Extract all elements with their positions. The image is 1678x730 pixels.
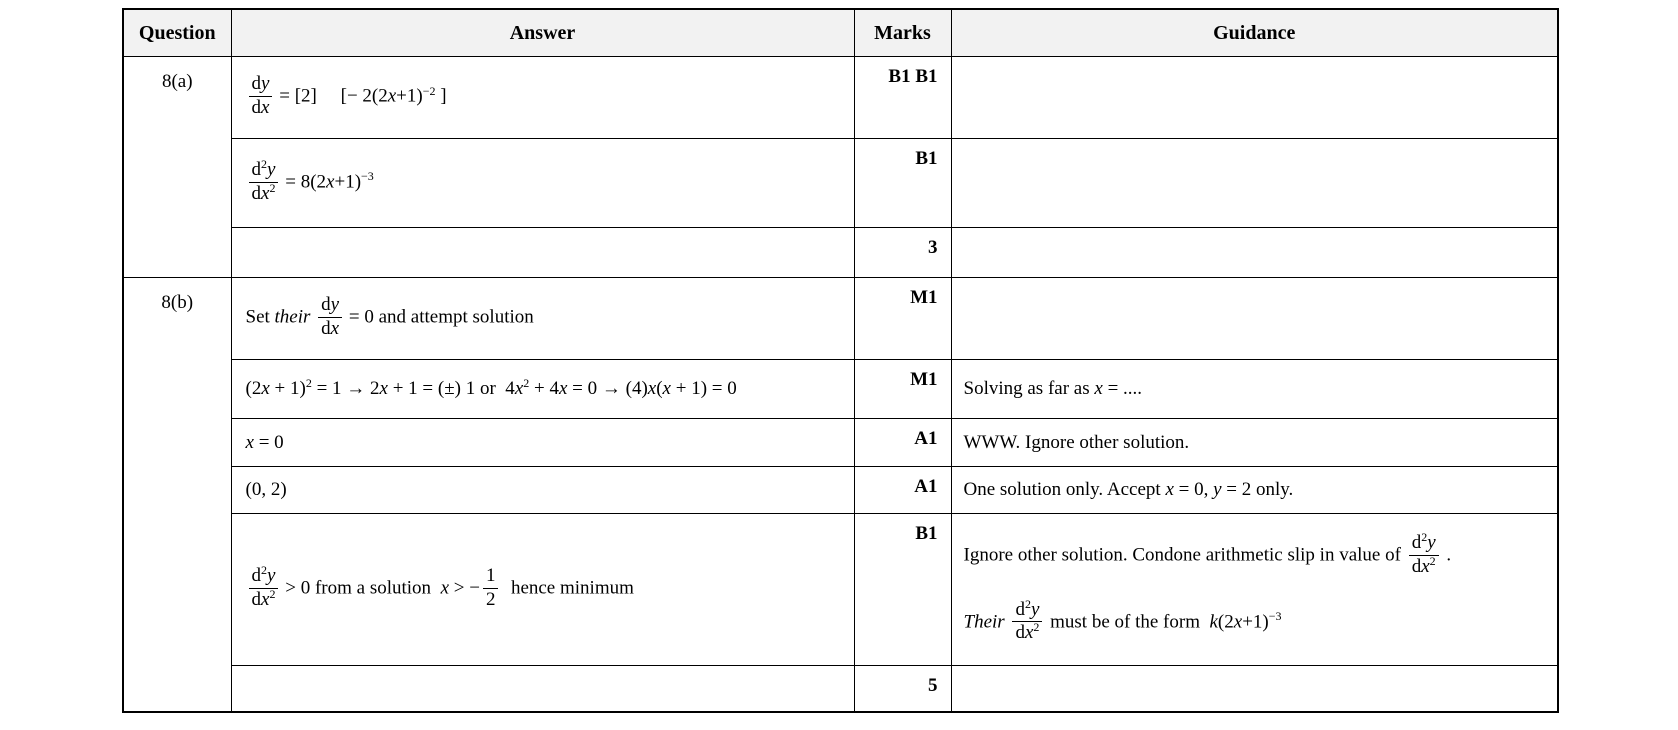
- table-row: [123, 419, 1558, 467]
- answer-cell: $(2x + 1)^2 = 1 \to 2x + 1$ = (±) 1 or $4x^2 + 4x = 0 \to (4)x(x + 1) = 0$: [231, 360, 854, 419]
- guidance-cell: [951, 57, 1558, 139]
- answer-cell: Set their $\frac{dy}{dx}$ = 0 and attempt solution: [231, 278, 854, 360]
- question-cell: 8(b): [123, 278, 231, 712]
- table-row: [123, 139, 1558, 228]
- column-header-marks: Marks: [854, 9, 951, 57]
- answer-cell: $\frac{d^2y}{dx^2}$ = $8(2x+1)^{-3}$: [231, 139, 854, 228]
- column-header-guidance: Guidance: [951, 9, 1558, 57]
- answer-cell: x = 0: [231, 419, 854, 467]
- guidance-line: WWW. Ignore other solution.: [963, 431, 1190, 453]
- answer-cell: $\frac{dy}{dx}$ = [2] [− $2(2x+1)^{-2}$ ]: [231, 57, 854, 139]
- marks-cell: 5: [854, 666, 951, 712]
- fraction: $\frac{d^2y}{dx^2}$: [249, 160, 279, 204]
- marks-cell: M1: [854, 360, 951, 419]
- fraction: $\frac{d^2y}{dx^2}$: [1012, 600, 1042, 644]
- marks-cell: 3: [854, 228, 951, 278]
- column-header-answer: Answer: [231, 9, 854, 57]
- guidance-cell: [951, 419, 1558, 467]
- question-cell: 8(a): [123, 57, 231, 278]
- guidance-line: One solution only. Accept x = 0, y = 2 only.: [963, 479, 1294, 500]
- fraction: $\frac{1}{2}$: [483, 566, 499, 610]
- guidance-cell: [951, 228, 1558, 278]
- table-row: [123, 666, 1558, 712]
- marks-cell: B1 B1: [854, 57, 951, 139]
- table-row: [123, 228, 1558, 278]
- guidance-line: Solving as far as x = ....: [963, 378, 1143, 399]
- marks-cell: A1: [854, 419, 951, 467]
- guidance-cell: [951, 666, 1558, 712]
- marks-cell: B1: [854, 514, 951, 666]
- mark-scheme-table: [122, 8, 1559, 713]
- marks-cell: M1: [854, 278, 951, 360]
- fraction: $\frac{dy}{dx}$: [318, 295, 342, 339]
- fraction: $\frac{d^2y}{dx^2}$: [249, 566, 279, 610]
- table-row: [123, 514, 1558, 666]
- guidance-cell: [951, 139, 1558, 228]
- table-row: [123, 278, 1558, 360]
- answer-cell: [231, 228, 854, 278]
- answer-cell: (0, 2): [231, 467, 854, 514]
- guidance-cell: [951, 278, 1558, 360]
- guidance-cell: [951, 360, 1558, 419]
- fraction: $\frac{dy}{dx}$: [249, 74, 273, 118]
- guidance-cell: [951, 467, 1558, 514]
- header-row: [123, 9, 1558, 57]
- fraction: $\frac{d^2y}{dx^2}$: [1409, 533, 1439, 577]
- guidance-line: Their $\frac{d^2y}{dx^2}$ must be of the form $k(2x+1)^{-3}$: [963, 596, 1282, 644]
- marks-cell: B1: [854, 139, 951, 228]
- column-header-question: Question: [123, 9, 231, 57]
- answer-cell: [231, 666, 854, 712]
- table-row: [123, 360, 1558, 419]
- answer-cell: $\frac{d^2y}{dx^2}$ > 0 from a solution x > − $\frac{1}{2}$ hence minimum: [231, 514, 854, 666]
- guidance-cell: [951, 514, 1558, 666]
- table-row: [123, 57, 1558, 139]
- table-row: [123, 467, 1558, 514]
- guidance-line: Ignore other solution. Condone arithmetic slip in value of $\frac{d^2y}{dx^2}$ .: [963, 530, 1452, 577]
- table-body: [123, 57, 1558, 712]
- marks-cell: A1: [854, 467, 951, 514]
